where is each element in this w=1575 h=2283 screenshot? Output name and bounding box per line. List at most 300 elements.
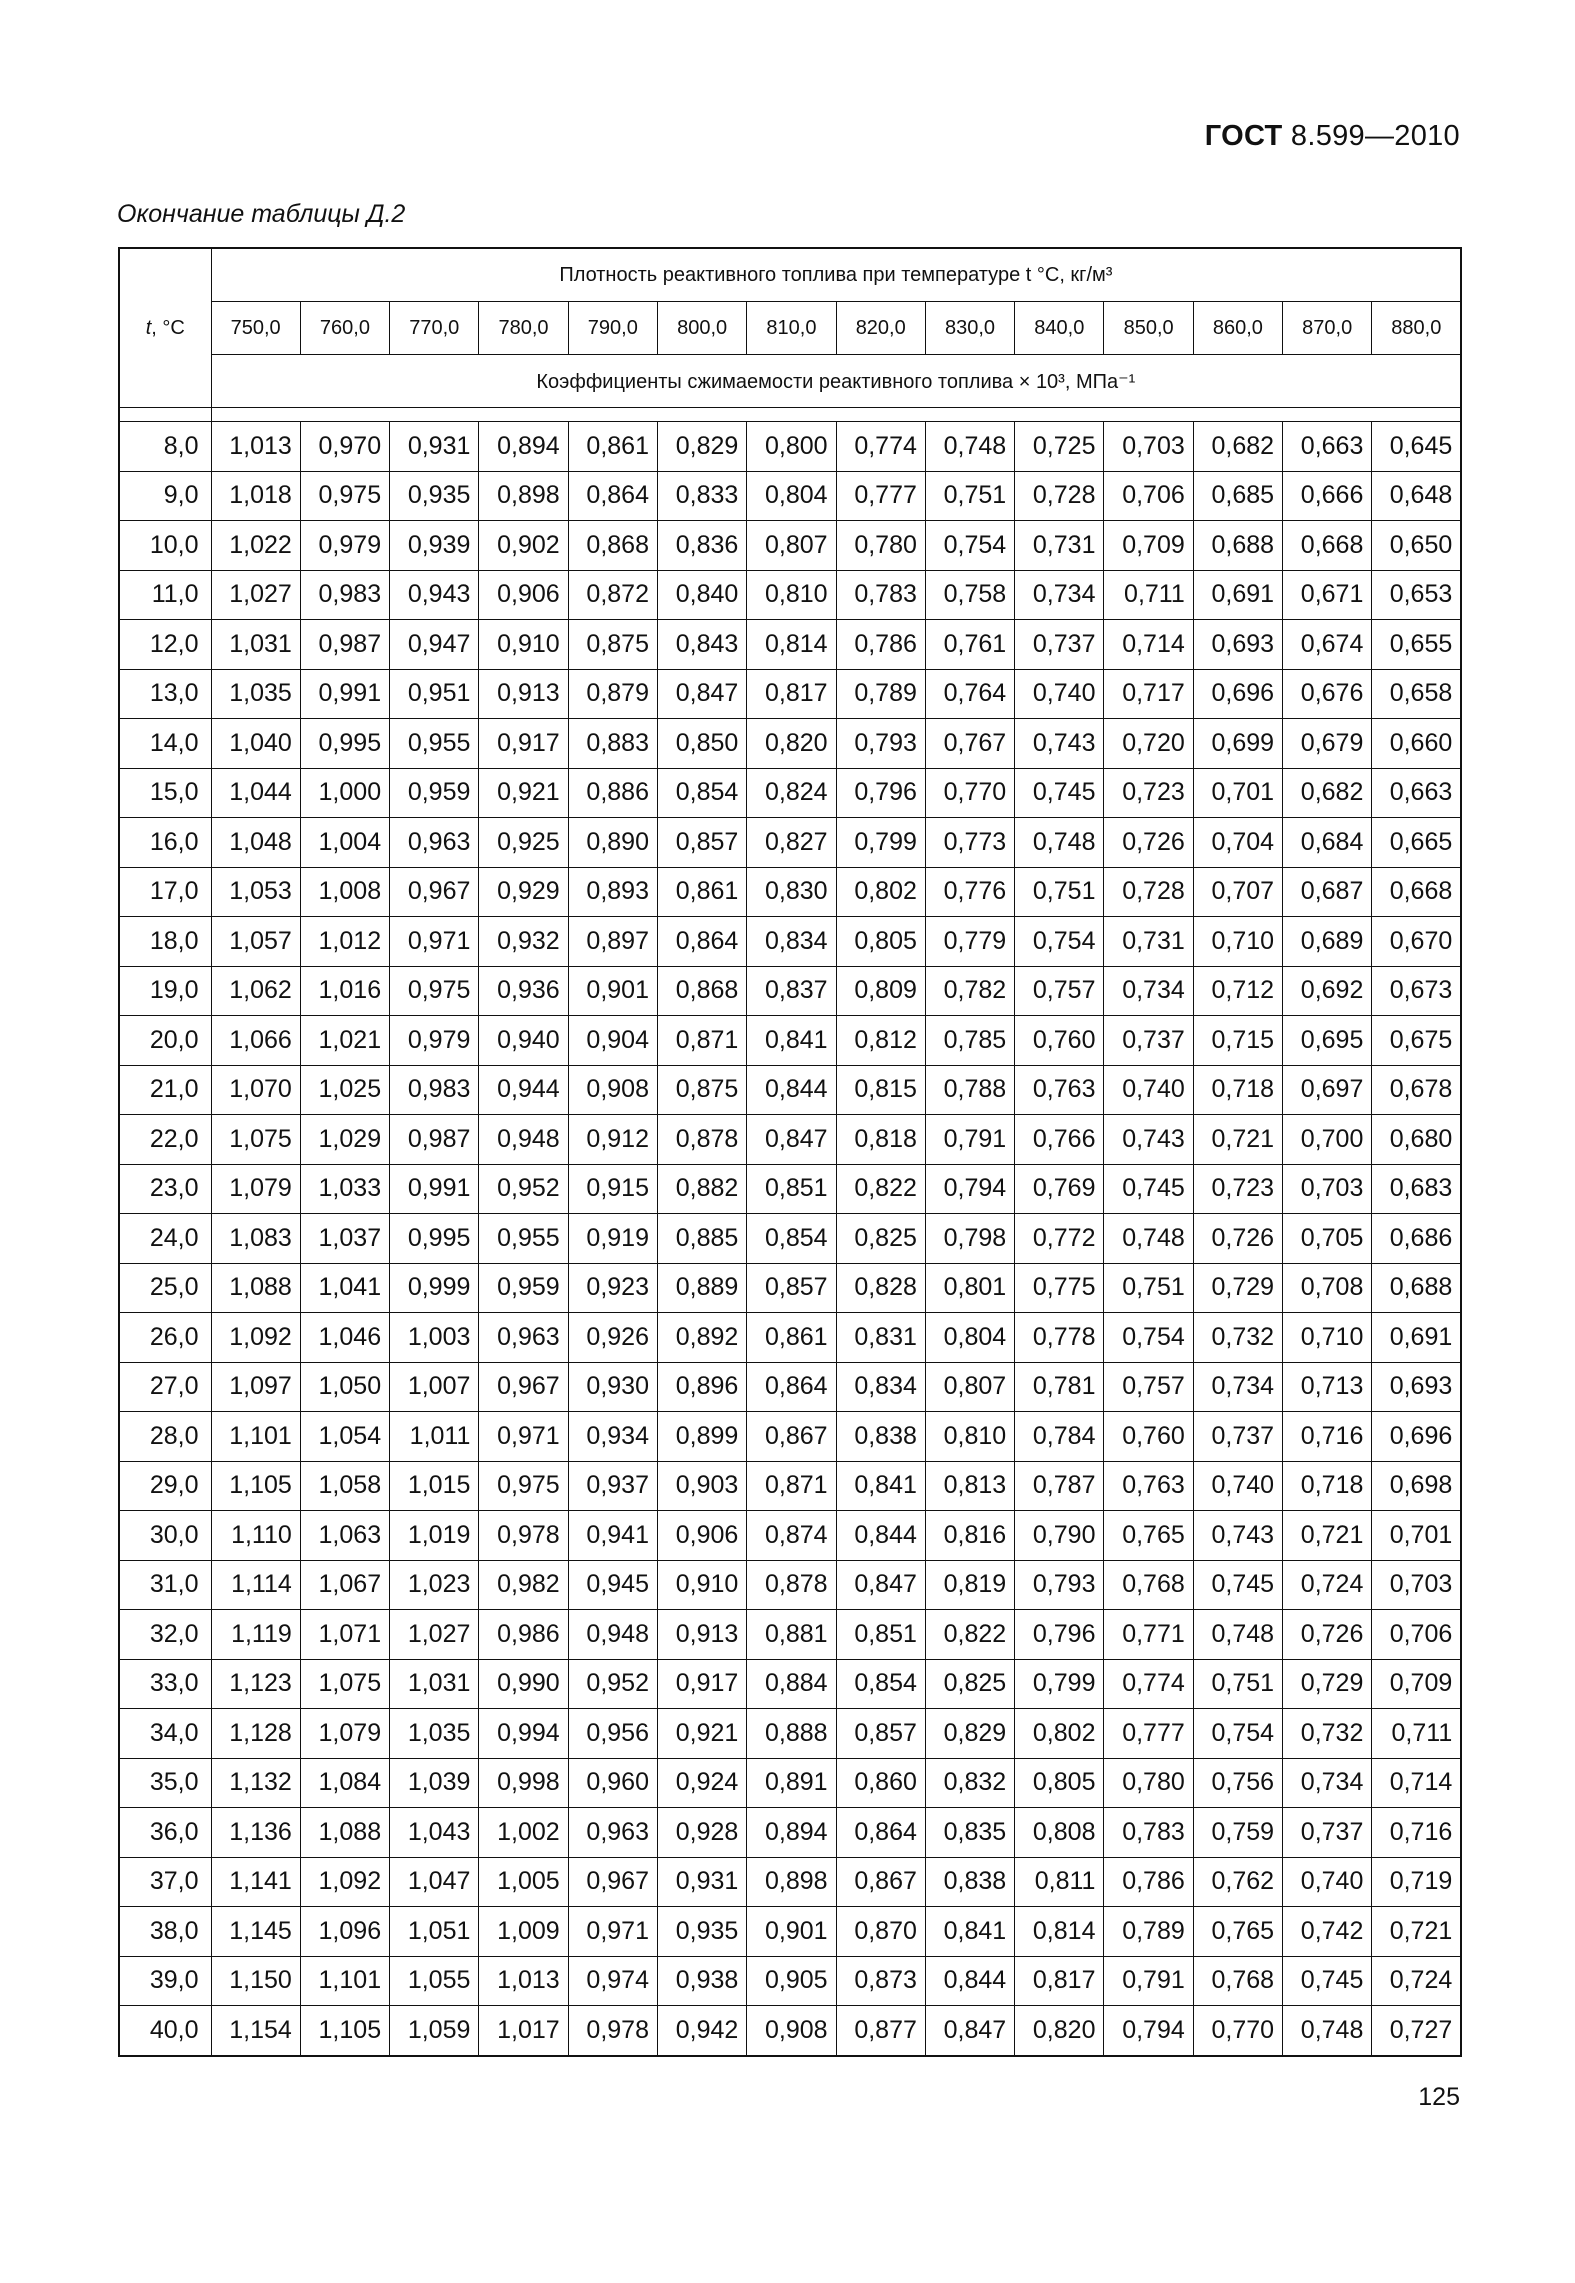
coefficient-cell: 0,963 — [479, 1313, 568, 1363]
coefficient-cell: 0,793 — [836, 719, 925, 769]
temperature-cell: 12,0 — [119, 620, 211, 670]
coefficient-cell: 0,921 — [479, 768, 568, 818]
coefficient-cell: 0,867 — [836, 1857, 925, 1907]
coefficient-cell: 0,696 — [1193, 669, 1282, 719]
coefficient-cell: 0,881 — [747, 1610, 836, 1660]
coefficient-cell: 0,754 — [1104, 1313, 1193, 1363]
coefficient-cell: 0,820 — [1015, 2006, 1104, 2056]
coefficient-cell: 0,663 — [1372, 768, 1461, 818]
coefficient-cell: 0,857 — [747, 1263, 836, 1313]
coefficient-cell: 0,987 — [390, 1115, 479, 1165]
coefficient-cell: 0,751 — [1104, 1263, 1193, 1313]
coefficient-cell: 0,944 — [479, 1065, 568, 1115]
coefficient-cell: 0,728 — [1015, 471, 1104, 521]
coefficient-cell: 0,948 — [568, 1610, 657, 1660]
coefficient-cell: 0,913 — [479, 669, 568, 719]
coefficient-cell: 0,824 — [747, 768, 836, 818]
coefficient-cell: 0,789 — [836, 669, 925, 719]
temperature-cell: 30,0 — [119, 1511, 211, 1561]
coefficient-cell: 0,838 — [925, 1857, 1014, 1907]
coefficient-cell: 0,836 — [657, 521, 746, 571]
coefficient-cell: 0,938 — [657, 1956, 746, 2006]
coefficient-cell: 0,774 — [836, 422, 925, 472]
coefficient-cell: 0,893 — [568, 867, 657, 917]
coefficient-cell: 0,899 — [657, 1412, 746, 1462]
coefficient-cell: 0,709 — [1372, 1659, 1461, 1709]
coefficient-cell: 0,930 — [568, 1362, 657, 1412]
table-caption: Окончание таблицы Д.2 — [117, 200, 406, 228]
coefficient-cell: 1,092 — [300, 1857, 389, 1907]
coefficient-cell: 0,763 — [1104, 1461, 1193, 1511]
coefficient-cell: 0,791 — [925, 1115, 1014, 1165]
table-row — [119, 1907, 1461, 1957]
coefficient-cell: 0,959 — [390, 768, 479, 818]
coefficient-cell: 1,027 — [211, 570, 300, 620]
table-row — [119, 1065, 1461, 1115]
coefficient-cell: 0,894 — [479, 422, 568, 472]
coefficient-cell: 1,097 — [211, 1362, 300, 1412]
coefficient-cell: 1,145 — [211, 1907, 300, 1957]
coefficient-cell: 0,841 — [836, 1461, 925, 1511]
coefficient-cell: 0,783 — [1104, 1808, 1193, 1858]
coefficient-cell: 0,831 — [836, 1313, 925, 1363]
coefficient-cell: 0,978 — [568, 2006, 657, 2056]
coefficient-cell: 0,764 — [925, 669, 1014, 719]
coefficient-cell: 0,650 — [1372, 521, 1461, 571]
coefficient-cell: 0,721 — [1193, 1115, 1282, 1165]
table-row — [119, 917, 1461, 967]
coefficient-cell: 0,668 — [1283, 521, 1372, 571]
coefficient-cell: 0,780 — [836, 521, 925, 571]
coefficient-cell: 0,982 — [479, 1560, 568, 1610]
coefficient-cell: 0,960 — [568, 1758, 657, 1808]
coefficient-cell: 0,748 — [1015, 818, 1104, 868]
coefficient-cell: 1,105 — [211, 1461, 300, 1511]
table-row — [119, 966, 1461, 1016]
coefficient-cell: 0,772 — [1015, 1214, 1104, 1264]
coefficient-cell: 0,810 — [925, 1412, 1014, 1462]
coefficient-cell: 0,777 — [1104, 1709, 1193, 1759]
density-header-cell: 830,0 — [925, 302, 1014, 355]
coefficient-cell: 1,019 — [390, 1511, 479, 1561]
coefficient-cell: 0,748 — [1283, 2006, 1372, 2056]
coefficient-cell: 0,807 — [747, 521, 836, 571]
coefficient-cell: 0,726 — [1193, 1214, 1282, 1264]
coefficient-cell: 1,071 — [300, 1610, 389, 1660]
table-row — [119, 471, 1461, 521]
coefficient-cell: 0,971 — [390, 917, 479, 967]
table-row — [119, 2006, 1461, 2056]
density-header-cell: 880,0 — [1372, 302, 1461, 355]
coefficient-cell: 0,712 — [1193, 966, 1282, 1016]
coefficient-cell: 0,679 — [1283, 719, 1372, 769]
coefficient-cell: 0,737 — [1283, 1808, 1372, 1858]
coefficient-cell: 0,786 — [1104, 1857, 1193, 1907]
coefficient-cell: 1,055 — [390, 1956, 479, 2006]
coefficient-cell: 0,802 — [836, 867, 925, 917]
coefficient-cell: 0,999 — [390, 1263, 479, 1313]
coefficient-cell: 1,012 — [300, 917, 389, 967]
coefficient-cell: 0,967 — [390, 867, 479, 917]
table-row — [119, 1016, 1461, 1066]
coefficient-cell: 0,975 — [390, 966, 479, 1016]
coefficient-cell: 1,043 — [390, 1808, 479, 1858]
coefficient-cell: 0,991 — [300, 669, 389, 719]
temperature-cell: 29,0 — [119, 1461, 211, 1511]
table-row — [119, 1313, 1461, 1363]
coefficient-cell: 0,936 — [479, 966, 568, 1016]
coefficient-cell: 1,022 — [211, 521, 300, 571]
coefficient-cell: 0,873 — [836, 1956, 925, 2006]
coefficient-cell: 0,902 — [479, 521, 568, 571]
coefficient-cell: 0,986 — [479, 1610, 568, 1660]
table-row — [119, 570, 1461, 620]
density-header-cell: 780,0 — [479, 302, 568, 355]
coefficient-cell: 0,698 — [1372, 1461, 1461, 1511]
coefficient-cell: 0,897 — [568, 917, 657, 967]
coefficient-cell: 0,724 — [1372, 1956, 1461, 2006]
coefficient-cell: 0,817 — [747, 669, 836, 719]
table-row — [119, 669, 1461, 719]
coefficient-cell: 0,727 — [1372, 2006, 1461, 2056]
coefficient-cell: 1,033 — [300, 1164, 389, 1214]
coefficient-cell: 1,119 — [211, 1610, 300, 1660]
coefficient-cell: 0,983 — [390, 1065, 479, 1115]
coefficient-cell: 0,680 — [1372, 1115, 1461, 1165]
coefficient-cell: 0,740 — [1104, 1065, 1193, 1115]
coefficient-cell: 0,751 — [1193, 1659, 1282, 1709]
coefficient-cell: 0,974 — [568, 1956, 657, 2006]
coefficient-cell: 0,829 — [657, 422, 746, 472]
table-row — [119, 1610, 1461, 1660]
coefficient-cell: 0,728 — [1104, 867, 1193, 917]
coefficient-cell: 0,875 — [657, 1065, 746, 1115]
coefficient-cell: 0,847 — [747, 1115, 836, 1165]
coefficient-cell: 0,878 — [747, 1560, 836, 1610]
coefficient-cell: 0,663 — [1283, 422, 1372, 472]
coefficient-cell: 0,932 — [479, 917, 568, 967]
coefficient-cell: 0,715 — [1193, 1016, 1282, 1066]
table-row — [119, 867, 1461, 917]
coefficient-cell: 0,789 — [1104, 1907, 1193, 1957]
coefficient-cell: 0,684 — [1283, 818, 1372, 868]
coefficient-cell: 1,054 — [300, 1412, 389, 1462]
coefficient-cell: 1,053 — [211, 867, 300, 917]
temperature-cell: 8,0 — [119, 422, 211, 472]
coefficient-cell: 0,691 — [1372, 1313, 1461, 1363]
coefficient-cell: 0,931 — [657, 1857, 746, 1907]
coefficient-cell: 0,810 — [747, 570, 836, 620]
coefficient-cell: 0,783 — [836, 570, 925, 620]
coefficient-cell: 1,025 — [300, 1065, 389, 1115]
temperature-cell: 27,0 — [119, 1362, 211, 1412]
coefficient-cell: 0,703 — [1104, 422, 1193, 472]
coefficient-cell: 0,704 — [1193, 818, 1282, 868]
coefficient-cell: 0,995 — [390, 1214, 479, 1264]
coefficient-cell: 0,811 — [1015, 1857, 1104, 1907]
coefficient-cell: 0,844 — [747, 1065, 836, 1115]
temperature-cell: 17,0 — [119, 867, 211, 917]
coefficient-cell: 1,075 — [211, 1115, 300, 1165]
coefficient-cell: 0,814 — [1015, 1907, 1104, 1957]
coefficient-cell: 0,762 — [1193, 1857, 1282, 1907]
coefficient-cell: 0,718 — [1193, 1065, 1282, 1115]
coefficient-cell: 0,898 — [479, 471, 568, 521]
coefficient-cell: 0,793 — [1015, 1560, 1104, 1610]
coefficient-cell: 0,959 — [479, 1263, 568, 1313]
coefficient-cell: 0,710 — [1193, 917, 1282, 967]
coefficient-cell: 0,998 — [479, 1758, 568, 1808]
coefficient-cell: 0,673 — [1372, 966, 1461, 1016]
coefficient-cell: 0,908 — [568, 1065, 657, 1115]
temperature-cell: 21,0 — [119, 1065, 211, 1115]
coefficient-cell: 0,682 — [1193, 422, 1282, 472]
coefficient-cell: 0,666 — [1283, 471, 1372, 521]
coefficient-cell: 0,665 — [1372, 818, 1461, 868]
coefficient-cell: 1,015 — [390, 1461, 479, 1511]
coefficient-cell: 0,934 — [568, 1412, 657, 1462]
coefficient-cell: 0,829 — [925, 1709, 1014, 1759]
coefficient-cell: 1,101 — [300, 1956, 389, 2006]
coefficient-cell: 0,861 — [568, 422, 657, 472]
coefficient-cell: 0,945 — [568, 1560, 657, 1610]
coefficient-cell: 0,759 — [1193, 1808, 1282, 1858]
coefficient-cell: 0,743 — [1193, 1511, 1282, 1561]
temperature-cell: 24,0 — [119, 1214, 211, 1264]
coefficient-cell: 0,791 — [1104, 1956, 1193, 2006]
coefficient-cell: 0,935 — [390, 471, 479, 521]
coefficient-cell: 1,013 — [211, 422, 300, 472]
coefficient-cell: 1,021 — [300, 1016, 389, 1066]
coefficient-cell: 0,714 — [1104, 620, 1193, 670]
coefficient-cell: 0,871 — [747, 1461, 836, 1511]
coefficient-cell: 0,987 — [300, 620, 389, 670]
coefficient-cell: 0,963 — [568, 1808, 657, 1858]
temperature-cell: 26,0 — [119, 1313, 211, 1363]
coefficient-cell: 0,885 — [657, 1214, 746, 1264]
coefficient-cell: 0,780 — [1104, 1758, 1193, 1808]
temperature-cell: 14,0 — [119, 719, 211, 769]
coefficient-cell: 0,781 — [1015, 1362, 1104, 1412]
coefficient-cell: 0,703 — [1283, 1164, 1372, 1214]
coefficient-cell: 0,740 — [1015, 669, 1104, 719]
coefficient-cell: 0,925 — [479, 818, 568, 868]
page-number: 125 — [1418, 2083, 1460, 2111]
coefficient-cell: 0,800 — [747, 422, 836, 472]
coefficient-cell: 0,660 — [1372, 719, 1461, 769]
coefficient-cell: 0,720 — [1104, 719, 1193, 769]
coefficient-cell: 0,825 — [925, 1659, 1014, 1709]
coefficient-cell: 0,693 — [1372, 1362, 1461, 1412]
temperature-cell: 23,0 — [119, 1164, 211, 1214]
coefficient-cell: 0,748 — [1193, 1610, 1282, 1660]
coefficient-cell: 0,983 — [300, 570, 389, 620]
coefficient-cell: 0,713 — [1283, 1362, 1372, 1412]
temperature-cell: 32,0 — [119, 1610, 211, 1660]
standard-designation — [1205, 120, 1460, 153]
coefficient-cell: 0,882 — [657, 1164, 746, 1214]
coefficient-cell: 0,851 — [836, 1610, 925, 1660]
coefficient-cell: 0,919 — [568, 1214, 657, 1264]
coefficient-cell: 0,794 — [925, 1164, 1014, 1214]
coefficient-cell: 0,729 — [1283, 1659, 1372, 1709]
coefficient-cell: 0,910 — [479, 620, 568, 670]
coefficient-cell: 0,724 — [1283, 1560, 1372, 1610]
coefficient-cell: 0,719 — [1372, 1857, 1461, 1907]
coefficient-cell: 0,830 — [747, 867, 836, 917]
coefficient-cell: 0,769 — [1015, 1164, 1104, 1214]
temperature-cell: 13,0 — [119, 669, 211, 719]
coefficient-cell: 0,978 — [479, 1511, 568, 1561]
coefficient-cell: 1,079 — [300, 1709, 389, 1759]
coefficient-cell: 0,701 — [1193, 768, 1282, 818]
coefficient-cell: 0,955 — [479, 1214, 568, 1264]
coefficient-cell: 0,827 — [747, 818, 836, 868]
coefficient-cell: 0,682 — [1283, 768, 1372, 818]
coefficient-cell: 1,035 — [390, 1709, 479, 1759]
coefficient-cell: 0,844 — [836, 1511, 925, 1561]
coefficient-cell: 1,136 — [211, 1808, 300, 1858]
coefficient-cell: 0,854 — [657, 768, 746, 818]
temperature-cell: 31,0 — [119, 1560, 211, 1610]
coefficient-cell: 1,067 — [300, 1560, 389, 1610]
coefficient-cell: 0,915 — [568, 1164, 657, 1214]
coefficient-cell: 0,818 — [836, 1115, 925, 1165]
coefficient-cell: 1,041 — [300, 1263, 389, 1313]
coefficient-cell: 1,050 — [300, 1362, 389, 1412]
coefficient-cell: 0,742 — [1283, 1907, 1372, 1957]
coefficient-cell: 0,731 — [1015, 521, 1104, 571]
coefficient-cell: 0,697 — [1283, 1065, 1372, 1115]
coefficient-cell: 0,883 — [568, 719, 657, 769]
coefficient-cell: 0,763 — [1015, 1065, 1104, 1115]
coefficient-cell: 0,921 — [657, 1709, 746, 1759]
coefficient-cell: 0,837 — [747, 966, 836, 1016]
coefficient-cell: 1,105 — [300, 2006, 389, 2056]
density-header-cell: 760,0 — [300, 302, 389, 355]
coefficient-cell: 1,016 — [300, 966, 389, 1016]
coefficient-cell: 0,787 — [1015, 1461, 1104, 1511]
coefficient-cell: 0,689 — [1283, 917, 1372, 967]
coefficient-cell: 0,822 — [836, 1164, 925, 1214]
table-row — [119, 1412, 1461, 1462]
coefficient-cell: 0,751 — [925, 471, 1014, 521]
coefficient-cell: 0,971 — [479, 1412, 568, 1462]
coefficient-cell: 0,754 — [1015, 917, 1104, 967]
compressibility-table — [118, 247, 1462, 2057]
coefficient-cell: 0,678 — [1372, 1065, 1461, 1115]
coefficient-cell: 0,717 — [1104, 669, 1193, 719]
coefficient-cell: 0,685 — [1193, 471, 1282, 521]
coefficient-cell: 0,864 — [836, 1808, 925, 1858]
coefficient-cell: 0,888 — [747, 1709, 836, 1759]
coefficient-cell: 0,683 — [1372, 1164, 1461, 1214]
coefficient-cell: 0,929 — [479, 867, 568, 917]
coefficient-cell: 0,991 — [390, 1164, 479, 1214]
coefficient-cell: 0,917 — [657, 1659, 746, 1709]
coefficient-cell: 0,799 — [1015, 1659, 1104, 1709]
coefficient-cell: 0,941 — [568, 1511, 657, 1561]
coefficient-cell: 0,832 — [925, 1758, 1014, 1808]
table-row — [119, 1857, 1461, 1907]
coefficient-cell: 0,923 — [568, 1263, 657, 1313]
coefficient-cell: 0,970 — [300, 422, 389, 472]
coefficient-cell: 0,734 — [1015, 570, 1104, 620]
coefficient-cell: 1,002 — [479, 1808, 568, 1858]
coefficient-cell: 0,696 — [1372, 1412, 1461, 1462]
coefficient-cell: 1,141 — [211, 1857, 300, 1907]
coefficient-cell: 0,807 — [925, 1362, 1014, 1412]
coefficient-cell: 0,841 — [747, 1016, 836, 1066]
coefficient-cell: 0,850 — [657, 719, 746, 769]
coefficient-cell: 0,901 — [568, 966, 657, 1016]
table-row — [119, 1560, 1461, 1610]
density-header-cell: 770,0 — [390, 302, 479, 355]
coefficient-cell: 0,995 — [300, 719, 389, 769]
coefficient-cell: 0,939 — [390, 521, 479, 571]
density-header-cell: 800,0 — [657, 302, 746, 355]
coefficient-cell: 1,070 — [211, 1065, 300, 1115]
density-header-cell: 840,0 — [1015, 302, 1104, 355]
coefficient-cell: 0,847 — [925, 2006, 1014, 2056]
coefficient-cell: 0,691 — [1193, 570, 1282, 620]
coefficient-cell: 0,796 — [1015, 1610, 1104, 1660]
coefficient-cell: 0,889 — [657, 1263, 746, 1313]
coefficient-cell: 1,088 — [211, 1263, 300, 1313]
table-row — [119, 521, 1461, 571]
coefficient-cell: 1,027 — [390, 1610, 479, 1660]
coefficient-cell: 0,935 — [657, 1907, 746, 1957]
coefficient-cell: 0,705 — [1283, 1214, 1372, 1264]
coefficient-cell: 1,092 — [211, 1313, 300, 1363]
temperature-column-header: t, °C — [119, 248, 211, 408]
coefficient-cell: 0,841 — [925, 1907, 1014, 1957]
coefficient-cell: 0,777 — [836, 471, 925, 521]
coefficient-cell: 0,798 — [925, 1214, 1014, 1264]
coefficient-cell: 0,979 — [390, 1016, 479, 1066]
coefficient-cell: 0,768 — [1104, 1560, 1193, 1610]
coefficient-cell: 0,928 — [657, 1808, 746, 1858]
coefficient-cell: 0,767 — [925, 719, 1014, 769]
coefficient-cell: 0,695 — [1283, 1016, 1372, 1066]
coefficient-cell: 0,734 — [1283, 1758, 1372, 1808]
coefficient-cell: 0,940 — [479, 1016, 568, 1066]
coefficient-cell: 0,648 — [1372, 471, 1461, 521]
coefficient-cell: 0,761 — [925, 620, 1014, 670]
coefficient-cell: 1,088 — [300, 1808, 389, 1858]
coefficient-cell: 0,716 — [1283, 1412, 1372, 1462]
density-header-cell: 870,0 — [1283, 302, 1372, 355]
coefficient-cell: 0,847 — [836, 1560, 925, 1610]
coefficient-cell: 0,943 — [390, 570, 479, 620]
coefficient-cell: 1,079 — [211, 1164, 300, 1214]
coefficient-cell: 0,758 — [925, 570, 1014, 620]
coefficient-cell: 0,903 — [657, 1461, 746, 1511]
temperature-cell: 39,0 — [119, 1956, 211, 2006]
coefficient-cell: 0,740 — [1283, 1857, 1372, 1907]
coefficient-cell: 0,687 — [1283, 867, 1372, 917]
table-row — [119, 1758, 1461, 1808]
coefficient-cell: 0,990 — [479, 1659, 568, 1709]
coefficient-cell: 0,794 — [1104, 2006, 1193, 2056]
coefficient-cell: 0,886 — [568, 768, 657, 818]
coefficient-cell: 0,917 — [479, 719, 568, 769]
coefficient-cell: 0,870 — [836, 1907, 925, 1957]
coefficient-cell: 0,688 — [1193, 521, 1282, 571]
coefficient-cell: 1,096 — [300, 1907, 389, 1957]
coefficient-cell: 0,808 — [1015, 1808, 1104, 1858]
coefficient-cell: 1,150 — [211, 1956, 300, 2006]
